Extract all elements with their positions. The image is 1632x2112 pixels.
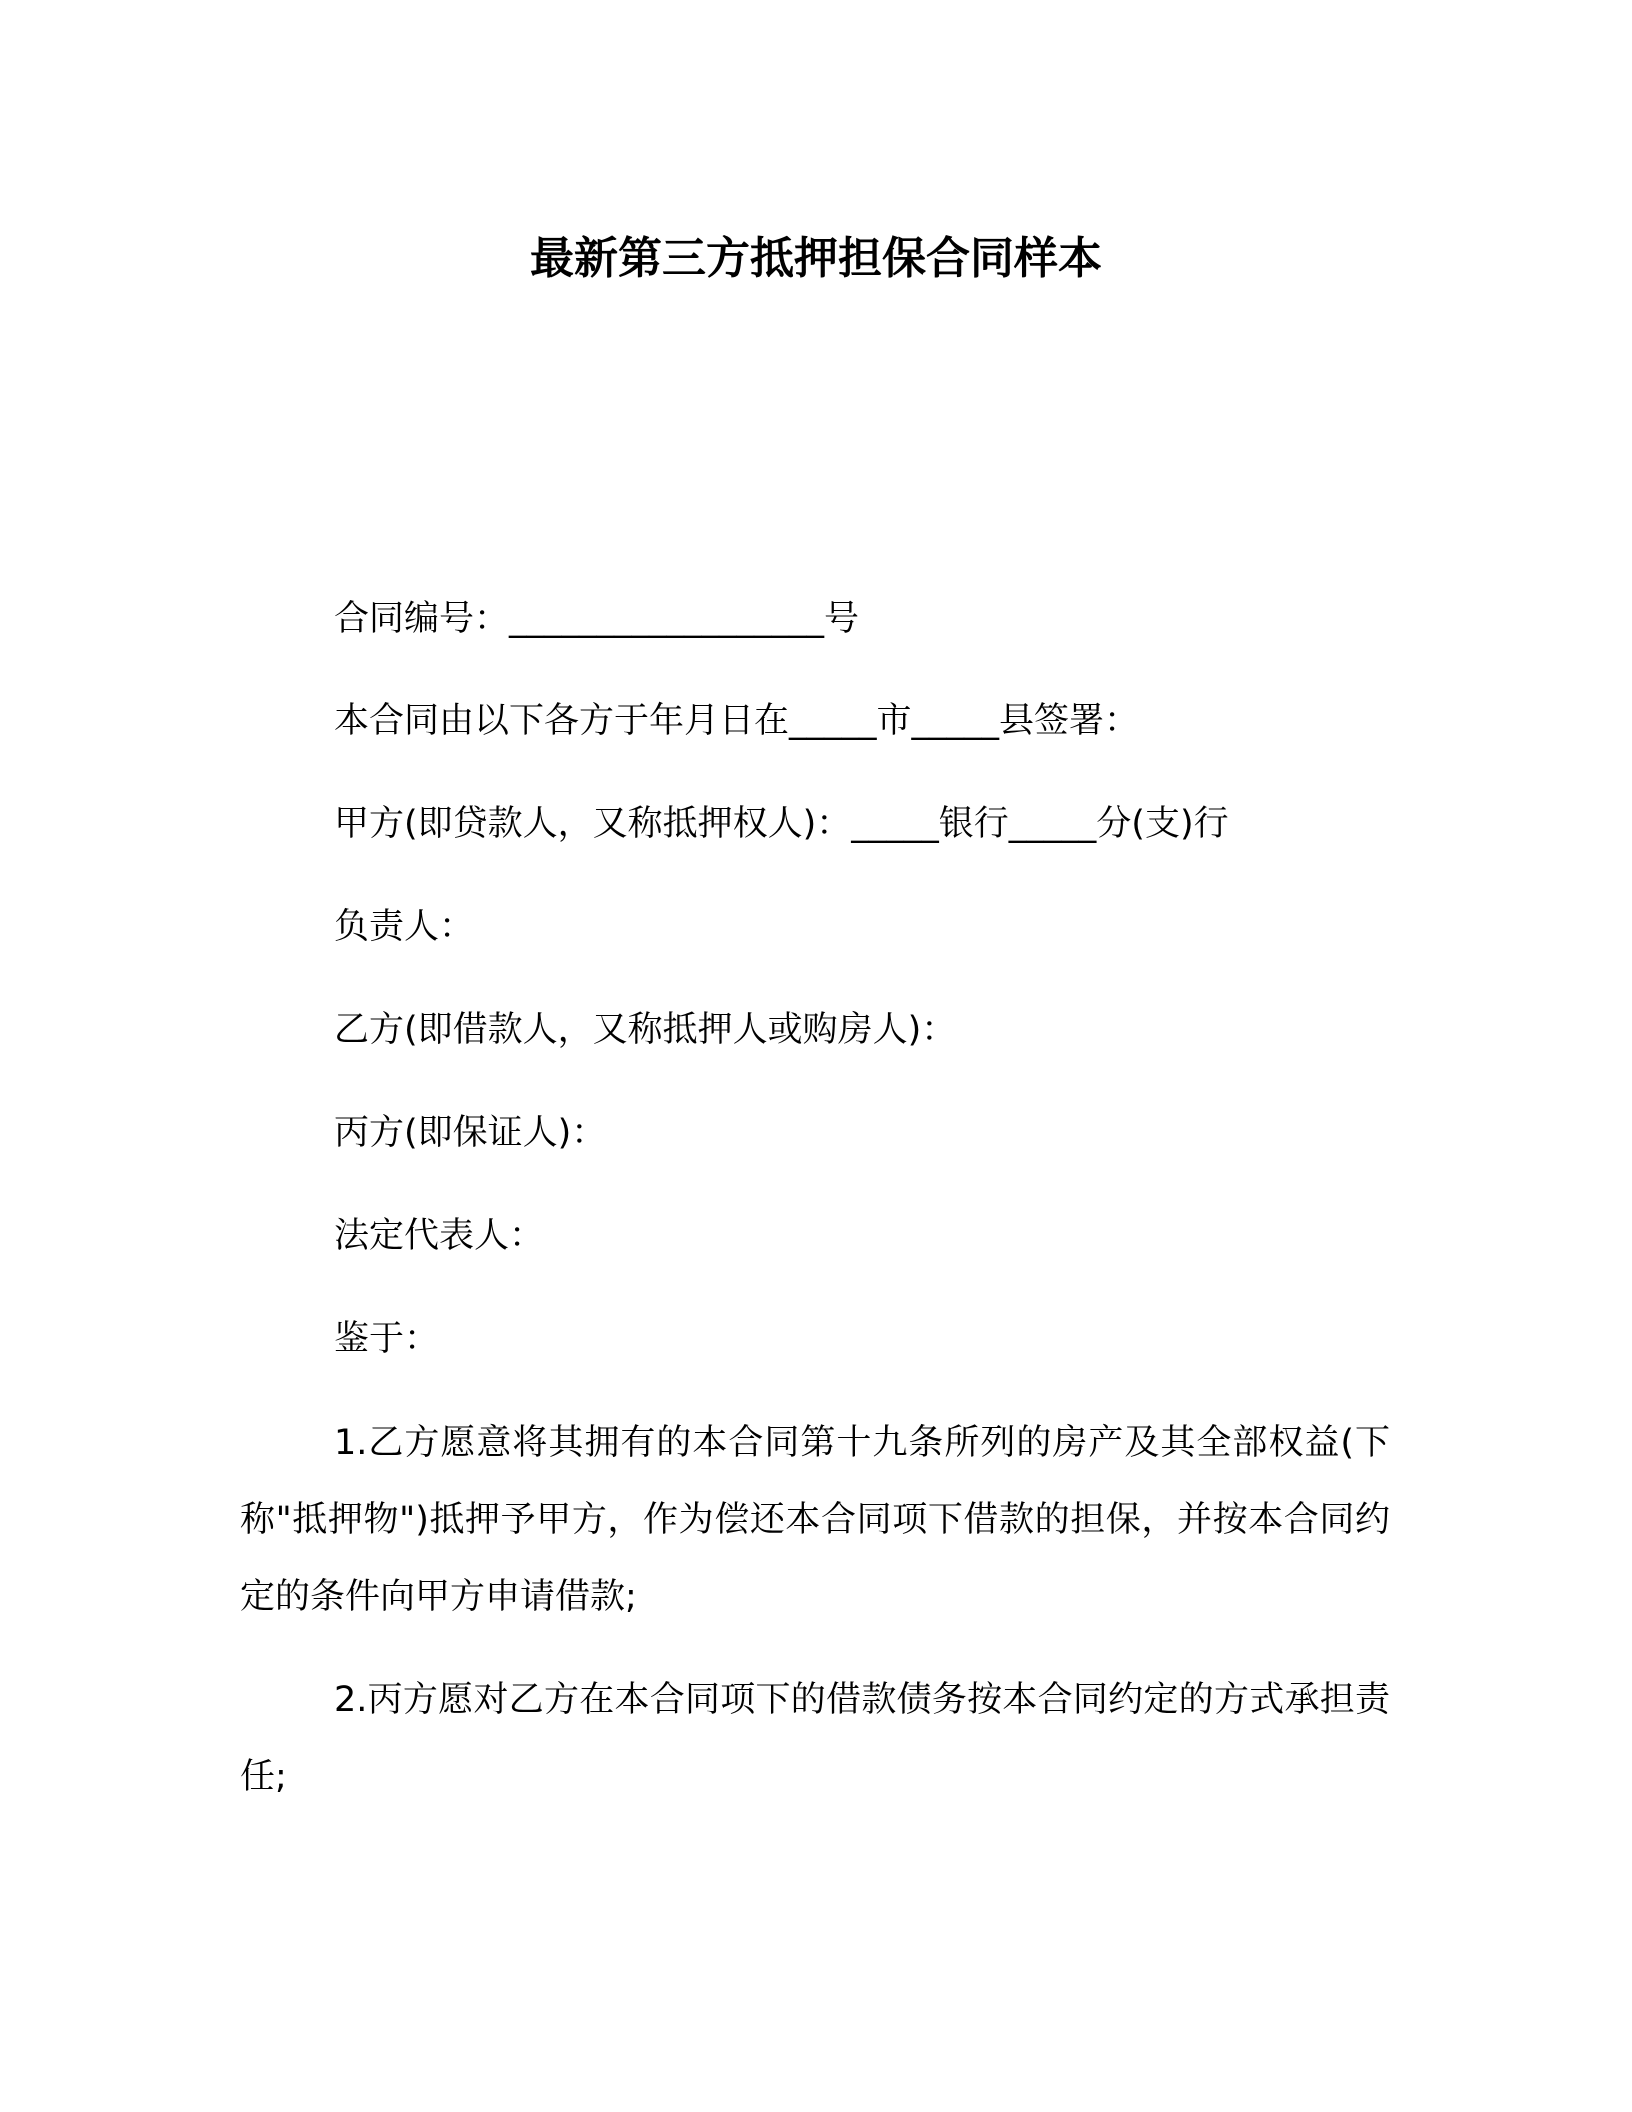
- whereas-line: 鉴于：: [334, 1319, 440, 1359]
- document-title: 最新第三方抵押担保合同样本: [530, 233, 1102, 284]
- whereas-clause-1: 1.乙方愿意将其拥有的本合同第十九条所列的房产及其全部权益(下称"抵押物")抵押予甲方，作为偿还本合同项下借款的担保，并按本合同约定的条件向甲方申请借款;: [240, 1423, 1390, 1617]
- party-c-line: 丙方(即保证人)：: [334, 1113, 607, 1153]
- whereas-clause-2: 2.丙方愿对乙方在本合同项下的借款债务按本合同约定的方式承担责任;: [240, 1680, 1390, 1797]
- legal-representative-line: 法定代表人：: [334, 1216, 545, 1256]
- party-a-responsible-person-line: 负责人：: [334, 907, 475, 947]
- signing-location-line: 本合同由以下各方于年月日在_____市_____县签署：: [334, 701, 1140, 741]
- party-a-line: 甲方(即贷款人，又称抵押权人)：_____银行_____分(支)行: [334, 804, 1229, 844]
- party-b-line: 乙方(即借款人，又称抵押人或购房人)：: [334, 1010, 957, 1050]
- contract-number-line: 合同编号：__________________号: [334, 599, 860, 639]
